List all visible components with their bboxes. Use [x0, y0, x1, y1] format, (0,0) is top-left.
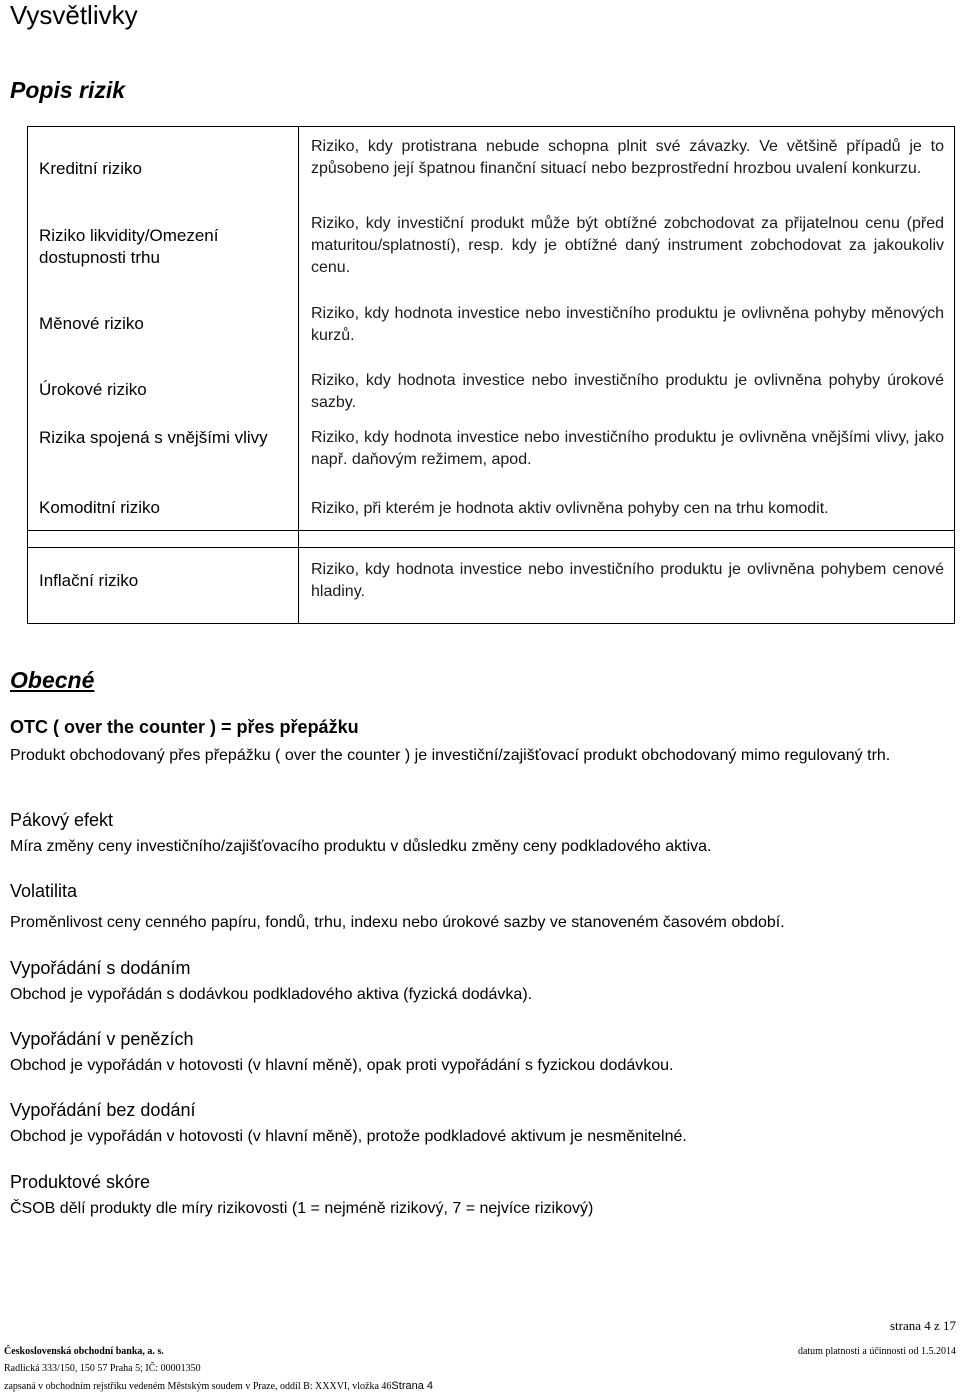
- term-settlement-no-delivery: Vypořádání bez dodání: [10, 1100, 196, 1120]
- risk-name-credit: Kreditní riziko: [39, 159, 142, 178]
- general-section-title: Obecné: [10, 667, 95, 693]
- risk-description-liquidity: Riziko, kdy investiční produkt může být obtížné zobchodovat za přijatelnou cenu (před maturitou/splatností), resp. kdy je obtížné daný instrument zobchodovat za jakoukoliv cenu.: [311, 215, 944, 276]
- definition-settlement-no-delivery: Obchod je vypořádán v hotovosti (v hlavní měně), protože podkladové aktivum je nesměnitelné.: [10, 1128, 687, 1145]
- footer-company: Československá obchodní banka, a. s.: [4, 1346, 164, 1357]
- risk-name-interest: Úrokové riziko: [39, 380, 147, 399]
- risk-description-commodity: Riziko, při kterém je hodnota aktiv ovlivněna pohyby cen na trhu komodit.: [311, 500, 829, 517]
- term-settlement-cash: Vypořádání v penězích: [10, 1029, 194, 1049]
- term-settlement-delivery: Vypořádání s dodáním: [10, 958, 191, 978]
- footer-registry: [4, 1380, 433, 1393]
- risk-name-currency: Měnové riziko: [39, 314, 144, 333]
- risk-description-interest: Riziko, kdy hodnota investice nebo investičního produktu je ovlivněna pohyby úrokové sazby.: [311, 372, 944, 411]
- risk-table: [27, 126, 955, 624]
- risk-name-external: Rizika spojená s vnějšími vlivy: [39, 428, 268, 447]
- table-row-divider: [28, 547, 954, 548]
- term-leverage: Pákový efekt: [10, 810, 114, 830]
- table-row-divider: [28, 530, 954, 531]
- risk-name-liquidity: Riziko likvidity/Omezení dostupnosti trhu: [39, 226, 219, 267]
- definition-otc: Produkt obchodovaný přes přepážku ( over the counter ) je investiční/zajišťovací produkt obchodovaný mimo regulovaný trh.: [10, 747, 891, 764]
- risks-section-title: Popis rizik: [10, 77, 126, 103]
- risk-name-commodity: Komoditní riziko: [39, 498, 160, 517]
- footer-validity-date: datum platnosti a účinnosti od 1.5.2014: [797, 1346, 956, 1357]
- risk-name-inflation: Inflační riziko: [39, 571, 139, 590]
- definition-leverage: Míra změny ceny investičního/zajišťovacího produktu v důsledku změny ceny podkladového aktiva.: [10, 838, 712, 855]
- table-column-divider: [298, 127, 299, 623]
- risk-description-inflation: Riziko, kdy hodnota investice nebo investičního produktu je ovlivněna pohybem cenové hladiny.: [311, 561, 944, 600]
- risk-description-credit: Riziko, kdy protistrana nebude schopna plnit své závazky. Ve většině případů je to způsobeno její špatnou finanční situací nebo bezprostřední hrozbou uvalení konkurzu.: [311, 138, 944, 177]
- risk-description-external: Riziko, kdy hodnota investice nebo investičního produktu je ovlivněna vnějšími vlivy, jako např. daňovým režimem, apod.: [311, 429, 944, 468]
- footer-page-inline: Strana 4: [391, 1380, 434, 1392]
- footer-page-number: strana 4 z 17: [889, 1318, 956, 1333]
- term-product-score: Produktové skóre: [10, 1172, 151, 1192]
- definition-settlement-delivery: Obchod je vypořádán s dodávkou podkladového aktiva (fyzická dodávka).: [10, 986, 533, 1003]
- risk-description-currency: Riziko, kdy hodnota investice nebo investičního produktu je ovlivněna pohyby měnových kurzů.: [311, 305, 944, 344]
- definition-product-score: ČSOB dělí produkty dle míry rizikovosti (1 = nejméně rizikový, 7 = nejvíce rizikový): [10, 1200, 594, 1217]
- footer-address: Radlická 333/150, 150 57 Praha 5; IČ: 00001350: [4, 1363, 201, 1374]
- definition-settlement-cash: Obchod je vypořádán v hotovosti (v hlavní měně), opak proti vypořádání s fyzickou dodávkou.: [10, 1057, 674, 1074]
- term-volatility: Volatilita: [10, 881, 78, 901]
- footer-registry-text: zapsaná v obchodním rejstříku vedeném Městským soudem v Praze, oddíl B: XXXVI, vložka 46: [4, 1381, 392, 1392]
- term-otc: OTC ( over the counter ) = přes přepážku: [10, 717, 359, 737]
- page-title: Vysvětlivky: [10, 0, 138, 30]
- definition-volatility: Proměnlivost ceny cenného papíru, fondů, trhu, indexu nebo úrokové sazby ve stanoveném časovém období.: [10, 914, 785, 931]
